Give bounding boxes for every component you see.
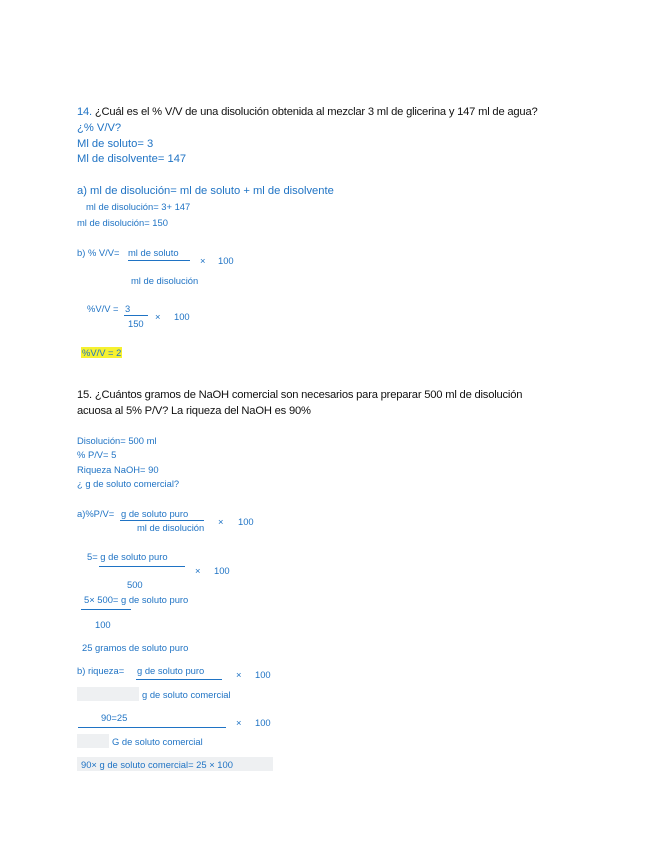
- step-a-formula: a) ml de disolución= ml de soluto + ml de disolvente: [77, 185, 334, 197]
- question-15-line1: 15. ¿Cuántos gramos de NaOH comercial son necesarios para preparar 500 ml de disolución: [77, 389, 523, 401]
- fraction-denominator: G de soluto comercial: [112, 736, 203, 747]
- question-15-line2: acuosa al 5% P/V? La riqueza del NaOH es 90%: [77, 405, 311, 417]
- fraction-denominator: ml de disolución: [131, 275, 199, 286]
- highlighted-answer: %V/V = 2: [82, 347, 122, 358]
- fraction-denominator: 150: [128, 318, 144, 329]
- final-equation: 90× g de soluto comercial= 25 × 100: [81, 759, 233, 770]
- given-line: % P/V= 5: [77, 449, 117, 460]
- answer: [81, 348, 122, 357]
- fraction-numerator: 3: [125, 303, 131, 314]
- times-sign: ×: [236, 669, 242, 680]
- fraction-bar: [128, 260, 190, 261]
- fraction-prefix: %V/V =: [87, 303, 119, 314]
- step-a-substitution: ml de disolución= 3+ 147: [86, 201, 191, 212]
- times-sign: ×: [218, 516, 224, 527]
- fraction-bar: [136, 679, 222, 680]
- fraction-denominator: 100: [95, 619, 111, 630]
- fraction-prefix: b) % V/V=: [77, 247, 120, 258]
- given-line: ¿% V/V?: [77, 122, 122, 134]
- hundred: 100: [238, 516, 254, 527]
- hundred: 100: [218, 255, 234, 266]
- shaded-cell: [77, 734, 109, 748]
- hundred: 100: [214, 565, 230, 576]
- fraction-numerator: g de soluto puro: [121, 508, 189, 519]
- given-line: Ml de disolvente= 147: [77, 153, 187, 165]
- fraction-denominator: ml de disolución: [137, 522, 205, 533]
- fraction-numerator: g de soluto puro: [137, 665, 205, 676]
- given-line: ¿ g de soluto comercial?: [77, 478, 180, 489]
- fraction-numerator: 90=25: [101, 712, 128, 723]
- fraction-denominator: g de soluto comercial: [142, 689, 231, 700]
- fraction-bar: [81, 609, 131, 610]
- hundred: 100: [255, 669, 271, 680]
- question-text: ¿Cuál es el % V/V de una disolución obtenida al mezclar 3 ml de glicerina y 147 ml de agua?: [94, 106, 538, 118]
- fraction-bar: [120, 520, 204, 521]
- question-number: 14.: [77, 106, 92, 118]
- times-sign: ×: [236, 717, 242, 728]
- given-line: Ml de soluto= 3: [77, 138, 154, 150]
- question-14: [77, 107, 538, 118]
- shaded-cell: [77, 687, 139, 701]
- times-sign: ×: [155, 311, 161, 322]
- times-sign: ×: [200, 255, 206, 266]
- fraction-bar: [78, 727, 226, 728]
- times-sign: ×: [195, 565, 201, 576]
- given-line: Disolución= 500 ml: [77, 435, 157, 446]
- fraction-prefix: b) riqueza=: [77, 665, 125, 676]
- result-puro: 25 gramos de soluto puro: [82, 642, 189, 653]
- given-line: Riqueza NaOH= 90: [77, 464, 159, 475]
- hundred: 100: [255, 717, 271, 728]
- fraction-denominator: 500: [127, 579, 143, 590]
- step-a-result: ml de disolución= 150: [77, 217, 168, 228]
- fraction-bar: [99, 566, 185, 567]
- fraction-numerator: 5= g de soluto puro: [87, 551, 168, 562]
- fraction-prefix: a)%P/V=: [77, 508, 115, 519]
- fraction-numerator: ml de soluto: [128, 247, 179, 258]
- fraction-numerator: 5× 500= g de soluto puro: [84, 594, 189, 605]
- hundred: 100: [174, 311, 190, 322]
- fraction-bar: [124, 315, 148, 316]
